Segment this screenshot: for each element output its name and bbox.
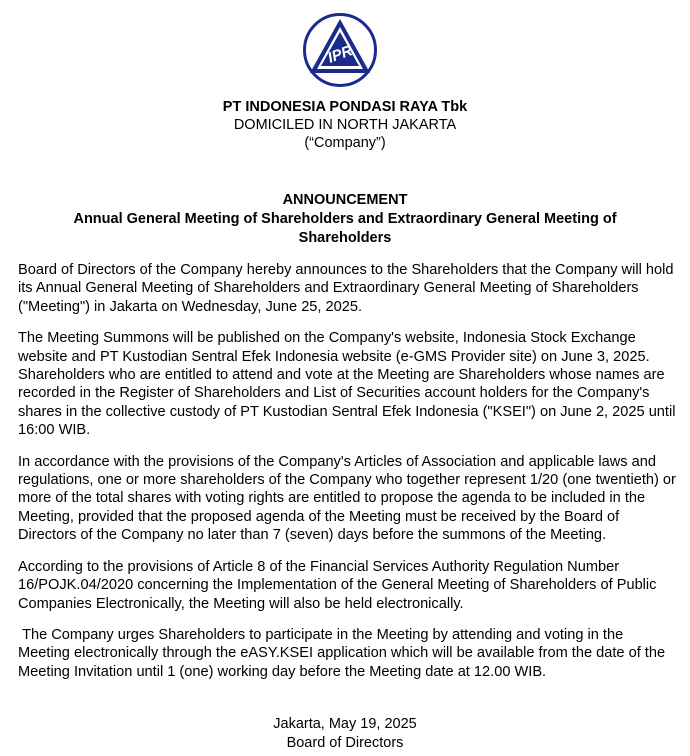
paragraph-agenda-proposal: In accordance with the provisions of the Company's Articles of Association and applicable laws and regulations, one or more shareholders of the Company who together represent 1/20 (one twentieth) or more of the total shares with voting rights are entitled to propose the agenda to be included in the Meeting, provided that the proposed agenda of the Meeting must be received by the Board of Directors of the Company no later than 7 (seven) days before the summons of the Meeting. bbox=[18, 453, 676, 544]
paragraph-easy-ksei: The Company urges Shareholders to participate in the Meeting by attending and voting in the Meeting electronically through the eASY.KSEI application which will be available from the date of the Meeting Invitation until 1 (one) working day before the Meeting date at 12.00 WIB. bbox=[18, 626, 670, 680]
signature-signatory: Board of Directors bbox=[286, 735, 404, 751]
company-domicile: DOMICILED IN NORTH JAKARTA bbox=[233, 117, 457, 133]
signature-block bbox=[0, 715, 690, 753]
paragraph-summons: The Meeting Summons will be published on the Company's website, Indonesia Stock Exchange website and PT Kustodian Sentral Efek Indonesia website (e-GMS Provider site) on June 3, 2025. Shareholders who are entitled to attend and vote at the Meeting are Shareholders whose names are recorded in the Register of Shareholders and List of Securities account holders for the Company's shares in the collective custody of PT Kustodian Sentral Efek Indonesia ("KSEI") on June 2, 2025 until 16:00 WIB. bbox=[18, 330, 676, 439]
announcement-body bbox=[18, 261, 678, 694]
paragraph-electronic-meeting: According to the provisions of Article 8 of the Financial Services Authority Regulation Number 16/POJK.04/2020 concerning the Implementation of the General Meeting of Shareholders of Public Companies Electronically, the Meeting will also be held electronically. bbox=[18, 558, 657, 612]
company-header bbox=[0, 98, 690, 152]
company-logo-icon bbox=[302, 12, 378, 88]
company-alias: (“Company”) bbox=[304, 135, 386, 151]
company-name: PT INDONESIA PONDASI RAYA Tbk bbox=[222, 99, 468, 115]
logo-letters: IPR bbox=[325, 42, 355, 67]
announcement-subheading: Annual General Meeting of Shareholders and Extraordinary General Meeting of Shareholders bbox=[73, 211, 617, 246]
announcement-heading: ANNOUNCEMENT bbox=[282, 192, 408, 208]
company-logo bbox=[302, 12, 378, 88]
announcement-title bbox=[40, 191, 650, 248]
paragraph-meeting-notice: Board of Directors of the Company hereby announces to the Shareholders that the Company will hold its Annual General Meeting of Shareholders and Extraordinary General Meeting of Shareholders ("Meeting") in Jakarta on Wednesday, June 25, 2025. bbox=[18, 262, 674, 315]
signature-place-date: Jakarta, May 19, 2025 bbox=[273, 716, 417, 732]
